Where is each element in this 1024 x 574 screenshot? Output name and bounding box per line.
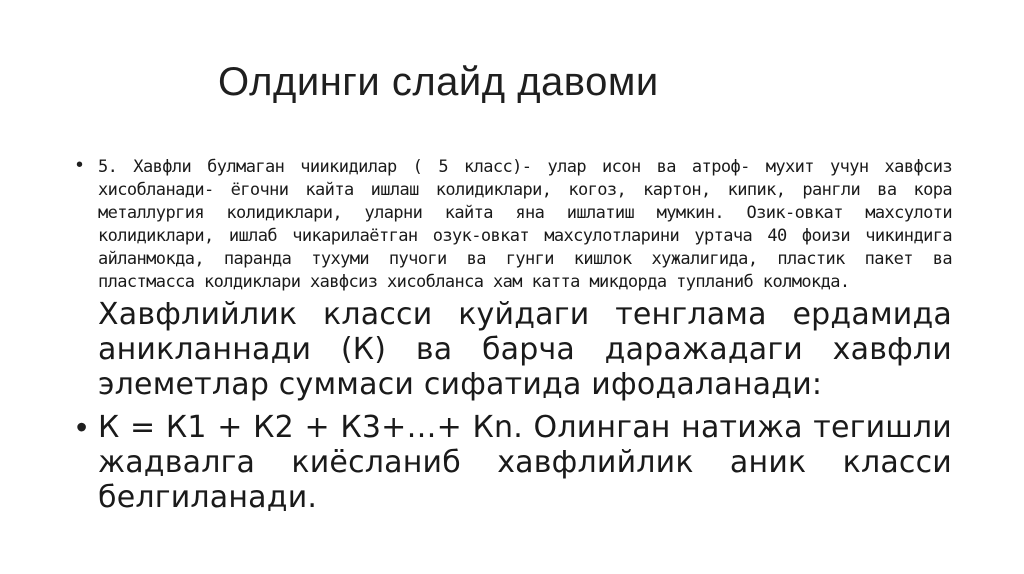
slide-content [76,156,952,515]
bullet-item-1 [76,156,952,402]
bullet-1-body-text: 5. Хавфли булмаган чиикидилар ( 5 класс)- улар исон ва атроф- мухит учун хавфсиз хисобланади- ёгочни кайта ишлаш колидиклари, когоз, картон, кипик, рангли ва кора металлургия колидиклари, уларни кайта яна ишлатиш мумкин. Озик-овкат махсулоти колидиклари, ишлаб чикарилаётган озук-овкат махсулотларини уртача 40 фоизи чикиндига айланмокда, паранда тухуми пучоги ва гунги кишлок хужалигида, пластик пакет ва пластмасса колдиклари хавфсиз хисобланса хам катта микдорда тупланиб колмокда. [98,157,952,292]
slide-title: Олдинги слайд давоми [218,60,659,104]
bullet-2-text: К = К1 + К2 + К3+…+ Кn. Олинган натижа тегишли жадвалга киёсланиб хавфлийлик аник класси белгиланади. [98,410,952,515]
bullet-dot-1: • [76,154,84,176]
bullet-item-2 [76,410,952,515]
bullet-dot-2: • [76,409,88,445]
bullet-1-emphasis-text: Хавфлийлик класси куйдаги тенглама ердамида аникланнади (К) ва барча даражадаги хавфли элеметлар суммаси сифатида ифодаланади: [98,297,952,402]
